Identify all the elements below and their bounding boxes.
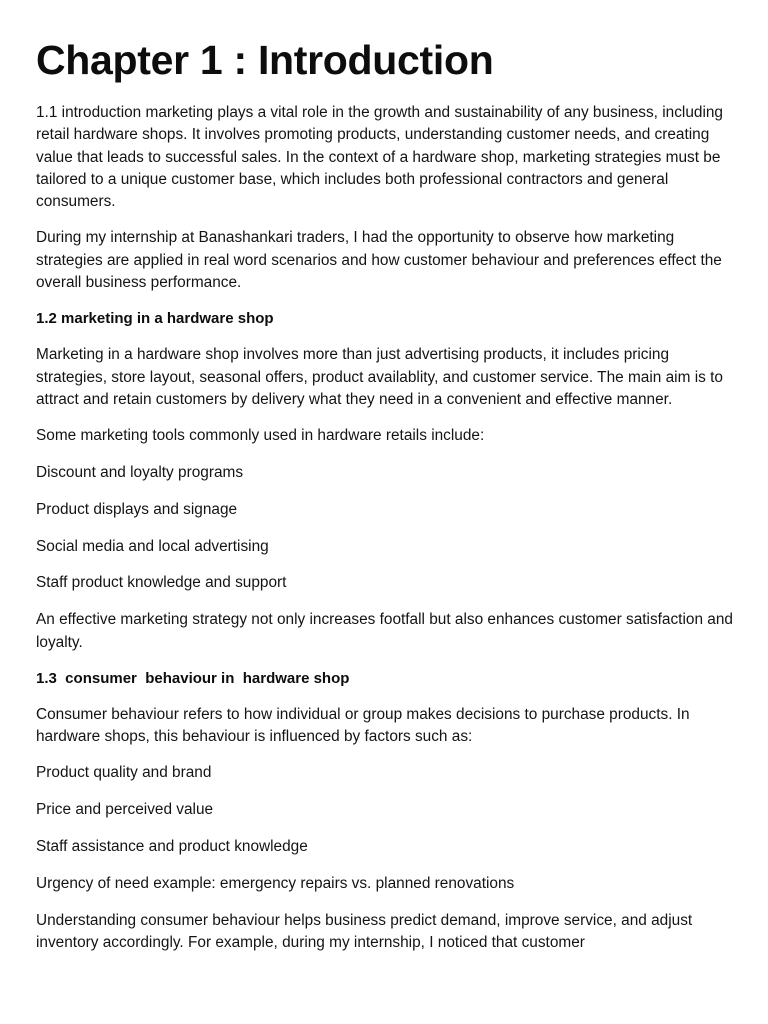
tool-item: Discount and loyalty programs: [36, 464, 244, 482]
understanding-paragraph: Understanding consumer behaviour helps business predict demand, improve service, and adjust inventory accordingly. For example, during my internship, I noticed that customer: [36, 911, 693, 951]
marketing-paragraph: Marketing in a hardware shop involves more than just advertising products, it includes pricing strategies, store layout, seasonal offers, product availablity, and customer service. The main aim is to attract and retain customers by delivery what they need in a convenient and effective manner.: [36, 346, 723, 408]
consumer-behaviour-paragraph: Consumer behaviour refers to how individual or group makes decisions to purchase products. In hardware shops, this behaviour is influenced by factors such as:: [36, 705, 690, 746]
tools-intro-paragraph: Some marketing tools commonly used in hardware retails include:: [36, 427, 485, 445]
factor-item: Urgency of need example: emergency repairs vs. planned renovations: [36, 874, 515, 892]
factor-item: Product quality and brand: [36, 764, 212, 782]
section-heading-1-2: 1.2 marketing in a hardware shop: [36, 310, 274, 328]
factor-item: Staff assistance and product knowledge: [36, 838, 308, 856]
tool-item: Product displays and signage: [36, 500, 238, 518]
internship-paragraph: During my internship at Banashankari traders, I had the opportunity to observe how marketing strategies are applied in real word scenarios and how customer behaviour and preferences effect the overall business performance.: [36, 229, 722, 292]
intro-paragraph: 1.1 introduction marketing plays a vital role in the growth and sustainability of any business, including retail hardware shops. It involves promoting products, understanding customer needs, and creating value that leads to successful sales. In the context of a hardware shop, marketing strategies must be tailored to a unique customer base, which includes both professional contractors and general consumers.: [36, 104, 723, 211]
chapter-title: Chapter 1 : Introduction: [36, 37, 494, 83]
document-page: [36, 36, 736, 968]
tool-item: Staff product knowledge and support: [36, 574, 287, 592]
factor-item: Price and perceived value: [36, 801, 214, 819]
section-heading-1-3: 1.3 consumer behaviour in hardware shop: [36, 669, 350, 687]
tool-item: Social media and local advertising: [36, 537, 269, 555]
strategy-paragraph: An effective marketing strategy not only increases footfall but also enhances customer satisfaction and loyalty.: [36, 611, 733, 651]
